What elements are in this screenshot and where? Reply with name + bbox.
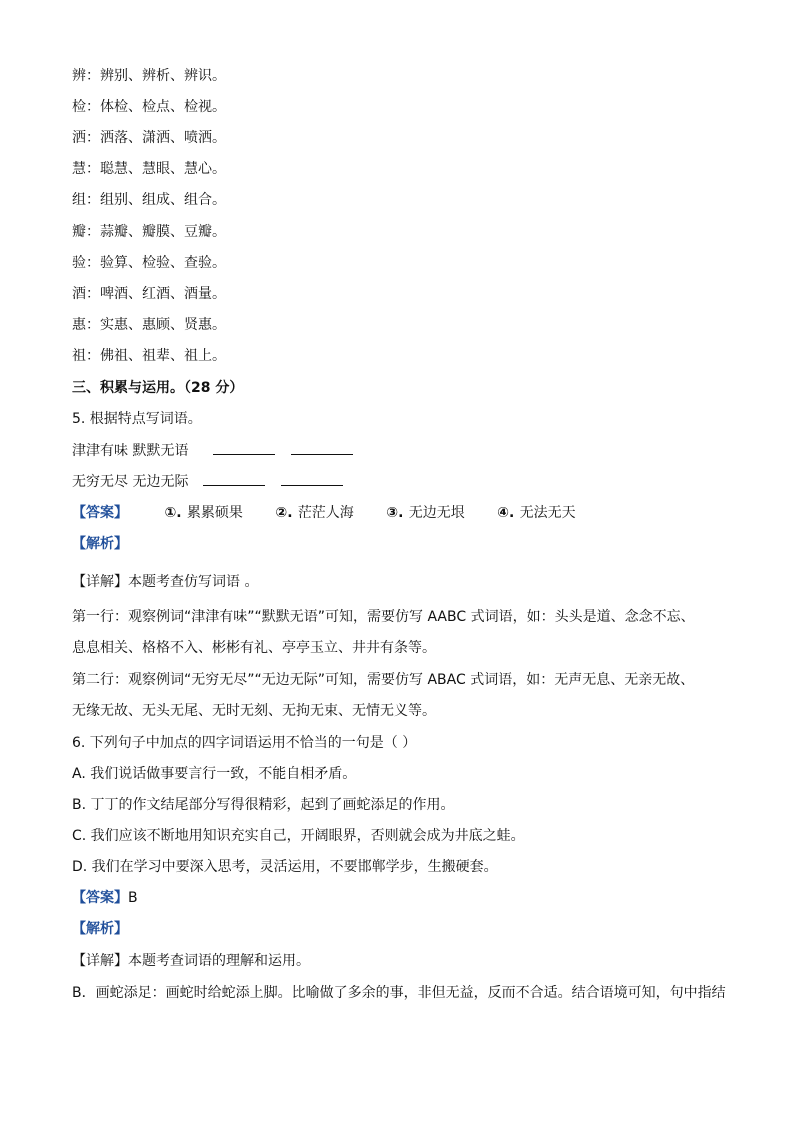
answer-blank[interactable] <box>291 440 353 455</box>
detail-line: 【详解】本题考查词语的理解和运用。 <box>72 953 310 969</box>
word-line: 组：组别、组成、组合。 <box>72 192 226 208</box>
word-line: 瓣：蒜瓣、瓣膜、豆瓣。 <box>72 224 226 240</box>
question-5-row-1 <box>72 440 353 461</box>
answer-blank[interactable] <box>203 471 265 486</box>
option-d: D. 我们在学习中要深入思考，灵活运用，不要邯郸学步，生搬硬套。 <box>72 859 498 875</box>
question-6-stem: 6. 下列句子中加点的四字词语运用不恰当的一句是（ ） <box>72 735 417 751</box>
answer-number: ①. <box>164 505 182 521</box>
explanation-line: 无缘无故、无头无尾、无时无刻、无拘无束、无情无义等。 <box>72 703 436 719</box>
question-5-stem: 5. 根据特点写词语。 <box>72 411 202 427</box>
answer-tag: 【答案】 <box>72 505 128 521</box>
word-line: 慧：聪慧、慧眼、慧心。 <box>72 161 226 177</box>
section-heading: 三、积累与运用。（28 分） <box>72 380 244 396</box>
explanation-line: 第一行：观察例词“津津有味”“默默无语”可知，需要仿写 AABC 式词语，如：头头是道、念念不忘、 <box>72 609 695 625</box>
word-line: 验：验算、检验、查验。 <box>72 255 226 271</box>
word-line: 祖：佛祖、祖辈、祖上。 <box>72 348 226 364</box>
explanation-line: 第二行：观察例词“无穷无尽”“无边无际”可知，需要仿写 ABAC 式词语，如：无声无息、无亲无故、 <box>72 672 695 688</box>
detail-line: 【详解】本题考查仿写词语 。 <box>72 574 259 590</box>
answer-text: 茫茫人海 <box>297 505 354 521</box>
answer-blank[interactable] <box>281 471 343 486</box>
explanation-line: B．画蛇添足：画蛇时给蛇添上脚。比喻做了多余的事，非但无益，反而不合适。结合语境可知，句中指结 <box>72 985 726 1001</box>
word-line: 酒：啤酒、红酒、酒量。 <box>72 286 226 302</box>
answer-item <box>164 503 242 523</box>
question-5-answer <box>72 503 576 523</box>
option-b: B. 丁丁的作文结尾部分写得很精彩，起到了画蛇添足的作用。 <box>72 797 455 813</box>
answer-text: 累累硕果 <box>186 505 243 521</box>
answer-tag: 【答案】 <box>72 890 128 906</box>
option-a: A. 我们说话做事要言行一致，不能自相矛盾。 <box>72 766 357 782</box>
question-6-answer <box>72 888 138 908</box>
example-words: 津津有味 默默无语 <box>72 443 189 459</box>
answer-value: B <box>128 890 138 906</box>
answer-item <box>497 503 575 523</box>
answer-item <box>386 503 464 523</box>
word-line: 检：体检、检点、检视。 <box>72 99 226 115</box>
word-line: 洒：洒落、潇洒、喷洒。 <box>72 130 226 146</box>
answer-number: ②. <box>275 505 293 521</box>
analysis-tag: 【解析】 <box>72 921 128 937</box>
word-line: 惠：实惠、惠顾、贤惠。 <box>72 317 226 333</box>
answer-number: ③. <box>386 505 404 521</box>
answer-number: ④. <box>497 505 515 521</box>
answer-text: 无法无天 <box>519 505 576 521</box>
answer-blank[interactable] <box>213 440 275 455</box>
explanation-line: 息息相关、格格不入、彬彬有礼、亭亭玉立、井井有条等。 <box>72 640 436 656</box>
answer-text: 无边无垠 <box>408 505 465 521</box>
option-c: C. 我们应该不断地用知识充实自己，开阔眼界，否则就会成为井底之蛙。 <box>72 828 525 844</box>
question-5-row-2 <box>72 471 343 492</box>
answer-item <box>275 503 353 523</box>
example-words: 无穷无尽 无边无际 <box>72 474 189 490</box>
word-line: 辨：辨别、辨析、辨识。 <box>72 68 226 84</box>
analysis-tag: 【解析】 <box>72 536 128 552</box>
